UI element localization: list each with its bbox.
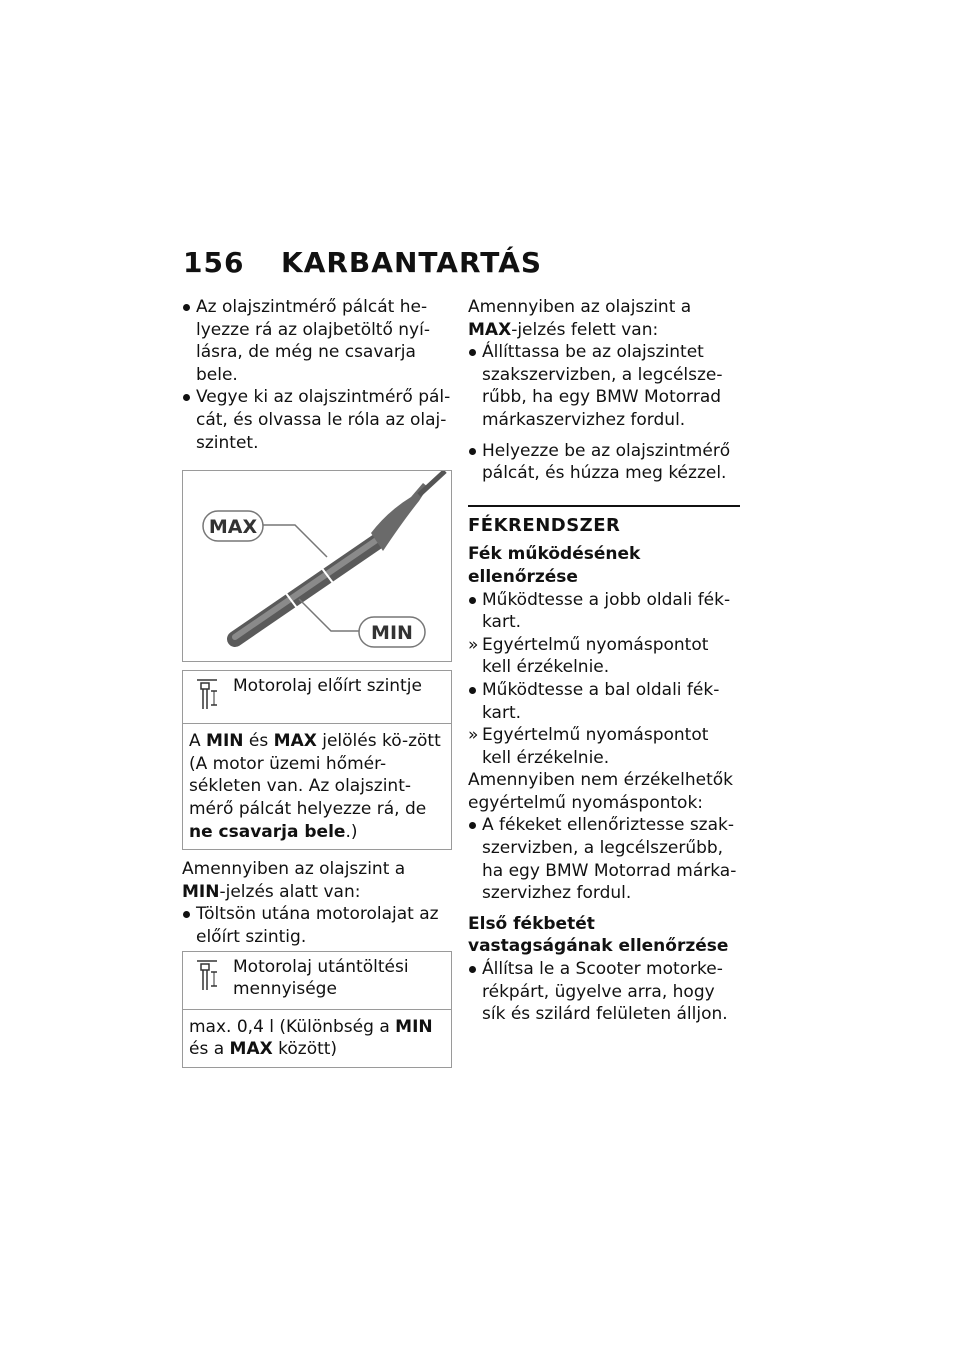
dipstick-figure: [182, 470, 452, 662]
list-item: Állíttassa be az olajszintet szakszervizben, a legcélsze-rűbb, ha egy BMW Motorrad márkaszervizhez fordul.: [468, 341, 740, 431]
subsection-title: Első fékbetét vastagságának ellenőrzése: [468, 913, 729, 957]
spec-body: [183, 1010, 451, 1067]
section-divider: [468, 505, 740, 507]
engine-oil-icon: [195, 677, 219, 718]
paragraph-text: Amennyiben az olajszint a: [468, 297, 692, 317]
section-title: FÉKRENDSZER: [468, 514, 621, 536]
spec-title: Motorolaj előírt szintje: [233, 676, 422, 697]
paragraph-text: -jelzés felett van:: [511, 319, 659, 340]
spec-text: és: [243, 731, 274, 752]
spec-text: A: [189, 731, 207, 752]
engine-oil-icon: [195, 958, 219, 999]
spec-bold: MIN: [395, 1016, 433, 1037]
oil-level-spec-box: [182, 670, 452, 850]
result-item: [468, 724, 740, 769]
right-column: [468, 296, 740, 1026]
max-label: MAX: [208, 516, 258, 539]
page-header: [183, 246, 542, 279]
dipstick-highlight: [235, 539, 378, 637]
left-column: [182, 296, 454, 1068]
list-item: Vegye ki az olajszintmérő pál-cát, és olvassa le róla az olaj-szintet.: [182, 386, 454, 454]
min-leader-line: [299, 599, 359, 631]
spec-bold: MIN: [206, 731, 244, 752]
list-item: Helyezze be az olajszintmérő pálcát, és húzza meg kézzel.: [468, 440, 740, 485]
result-text: Egyértelmű nyomáspontot kell érzékelnie.: [482, 725, 709, 768]
chapter-title: KARBANTARTÁS: [281, 246, 543, 279]
oil-refill-spec-box: [182, 951, 452, 1068]
dipstick-handle: [419, 471, 445, 495]
list-item: Működtesse a jobb oldali fék-kart.: [468, 589, 740, 634]
paragraph-text: Amennyiben az olajszint a: [182, 859, 406, 880]
spec-body: [183, 724, 451, 849]
result-mark: »: [468, 725, 479, 746]
list-item: A fékeket ellenőriztesse szak-szervizben, a legcélszerűbb, ha egy BMW Motorrad márka-szervizhez fordul.: [468, 814, 740, 904]
spec-text: jelölés kö-zött (A motor üzemi hőmér-sékleten van. Az olajszint-mérő pálcát helyezze rá, de: [189, 731, 441, 819]
page-number: 156: [183, 246, 245, 279]
list-item: Állítsa le a Scooter motorke-rékpárt, ügyelve arra, hogy sík és szilárd felületen álljon.: [468, 958, 740, 1026]
paragraph-text: -jelzés alatt van:: [219, 881, 361, 902]
spec-text: és a: [189, 1039, 230, 1060]
spec-title: Motorolaj utántöltési mennyisége: [233, 956, 409, 1000]
dipstick-illustration: [183, 471, 451, 661]
subsection-title: Fék működésének ellenőrzése: [468, 544, 641, 587]
paragraph: Amennyiben nem érzékelhetők egyértelmű nyomáspontok:: [468, 770, 734, 813]
spec-bold: MAX: [273, 731, 317, 752]
spec-bold: MAX: [229, 1039, 273, 1060]
min-label: MIN: [371, 622, 413, 645]
list-item: Töltsön utána motorolajat az előírt szintig.: [182, 903, 454, 948]
paragraph-bold: MAX: [468, 319, 512, 340]
spec-text: max. 0,4 l (Különbség a: [189, 1016, 396, 1037]
paragraph-bold: MIN: [182, 881, 220, 902]
result-mark: »: [468, 634, 479, 655]
paragraph: [468, 296, 740, 341]
spec-text: .): [345, 821, 358, 842]
result-text: Egyértelmű nyomáspontot kell érzékelnie.: [482, 634, 709, 678]
spec-text: között): [272, 1039, 338, 1060]
spec-bold: ne csavarja bele: [189, 821, 346, 842]
max-leader-line: [263, 525, 327, 557]
list-item: Az olajszintmérő pálcát he-lyezze rá az olajbetöltő nyí-lásra, de még ne csavarja bele.: [182, 296, 454, 386]
spec-header: [183, 952, 451, 1010]
spec-header: [183, 671, 451, 724]
paragraph: [182, 858, 454, 903]
result-item: [468, 634, 740, 679]
list-item: Működtesse a bal oldali fék-kart.: [468, 679, 740, 724]
